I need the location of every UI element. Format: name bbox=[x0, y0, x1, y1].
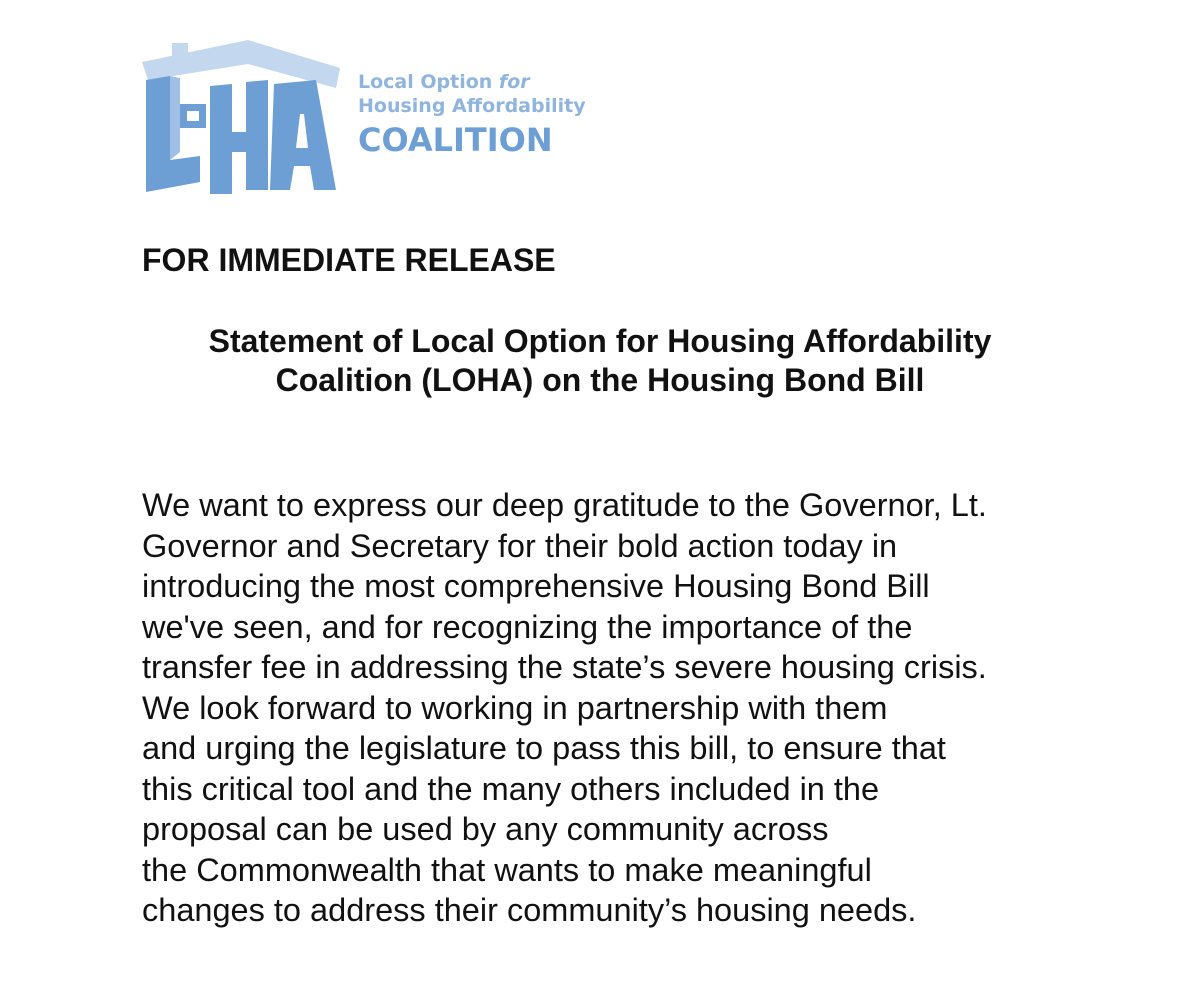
body-line: the Commonwealth that wants to make meaningful bbox=[142, 851, 872, 888]
logo-line-1 bbox=[358, 70, 608, 94]
release-label: FOR IMMEDIATE RELEASE bbox=[142, 242, 556, 278]
logo-line-1-text: Local Option bbox=[358, 71, 499, 93]
body-line: we've seen, and for recognizing the importance of the bbox=[142, 608, 913, 645]
loha-house-logo-icon bbox=[140, 40, 340, 202]
logo-line-2: Housing Affordability bbox=[358, 95, 586, 117]
body-line: this critical tool and the many others included in the bbox=[142, 770, 880, 807]
logo-wordmark bbox=[358, 70, 608, 160]
statement-title bbox=[100, 322, 1100, 400]
body-line: Governor and Secretary for their bold action today in bbox=[142, 527, 898, 564]
body-line: transfer fee in addressing the state’s severe housing crisis. bbox=[142, 649, 987, 685]
title-line-1: Statement of Local Option for Housing Affordability bbox=[208, 323, 992, 359]
logo-coalition: COALITION bbox=[358, 121, 553, 159]
body-line: and urging the legislature to pass this bill, to ensure that bbox=[142, 730, 946, 766]
body-line: changes to address their community’s housing needs. bbox=[142, 892, 917, 928]
body-line: We look forward to working in partnership with them bbox=[142, 689, 888, 726]
title-line-2: Coalition (LOHA) on the Housing Bond Bill bbox=[275, 362, 925, 398]
statement-body bbox=[142, 485, 1192, 931]
logo-line-1-italic: for bbox=[498, 71, 530, 93]
body-line: introducing the most comprehensive Housing Bond Bill bbox=[142, 568, 930, 604]
body-line: We want to express our deep gratitude to the Governor, Lt. bbox=[142, 487, 987, 523]
body-line: proposal can be used by any community across bbox=[142, 811, 829, 847]
loha-logo bbox=[140, 40, 600, 202]
